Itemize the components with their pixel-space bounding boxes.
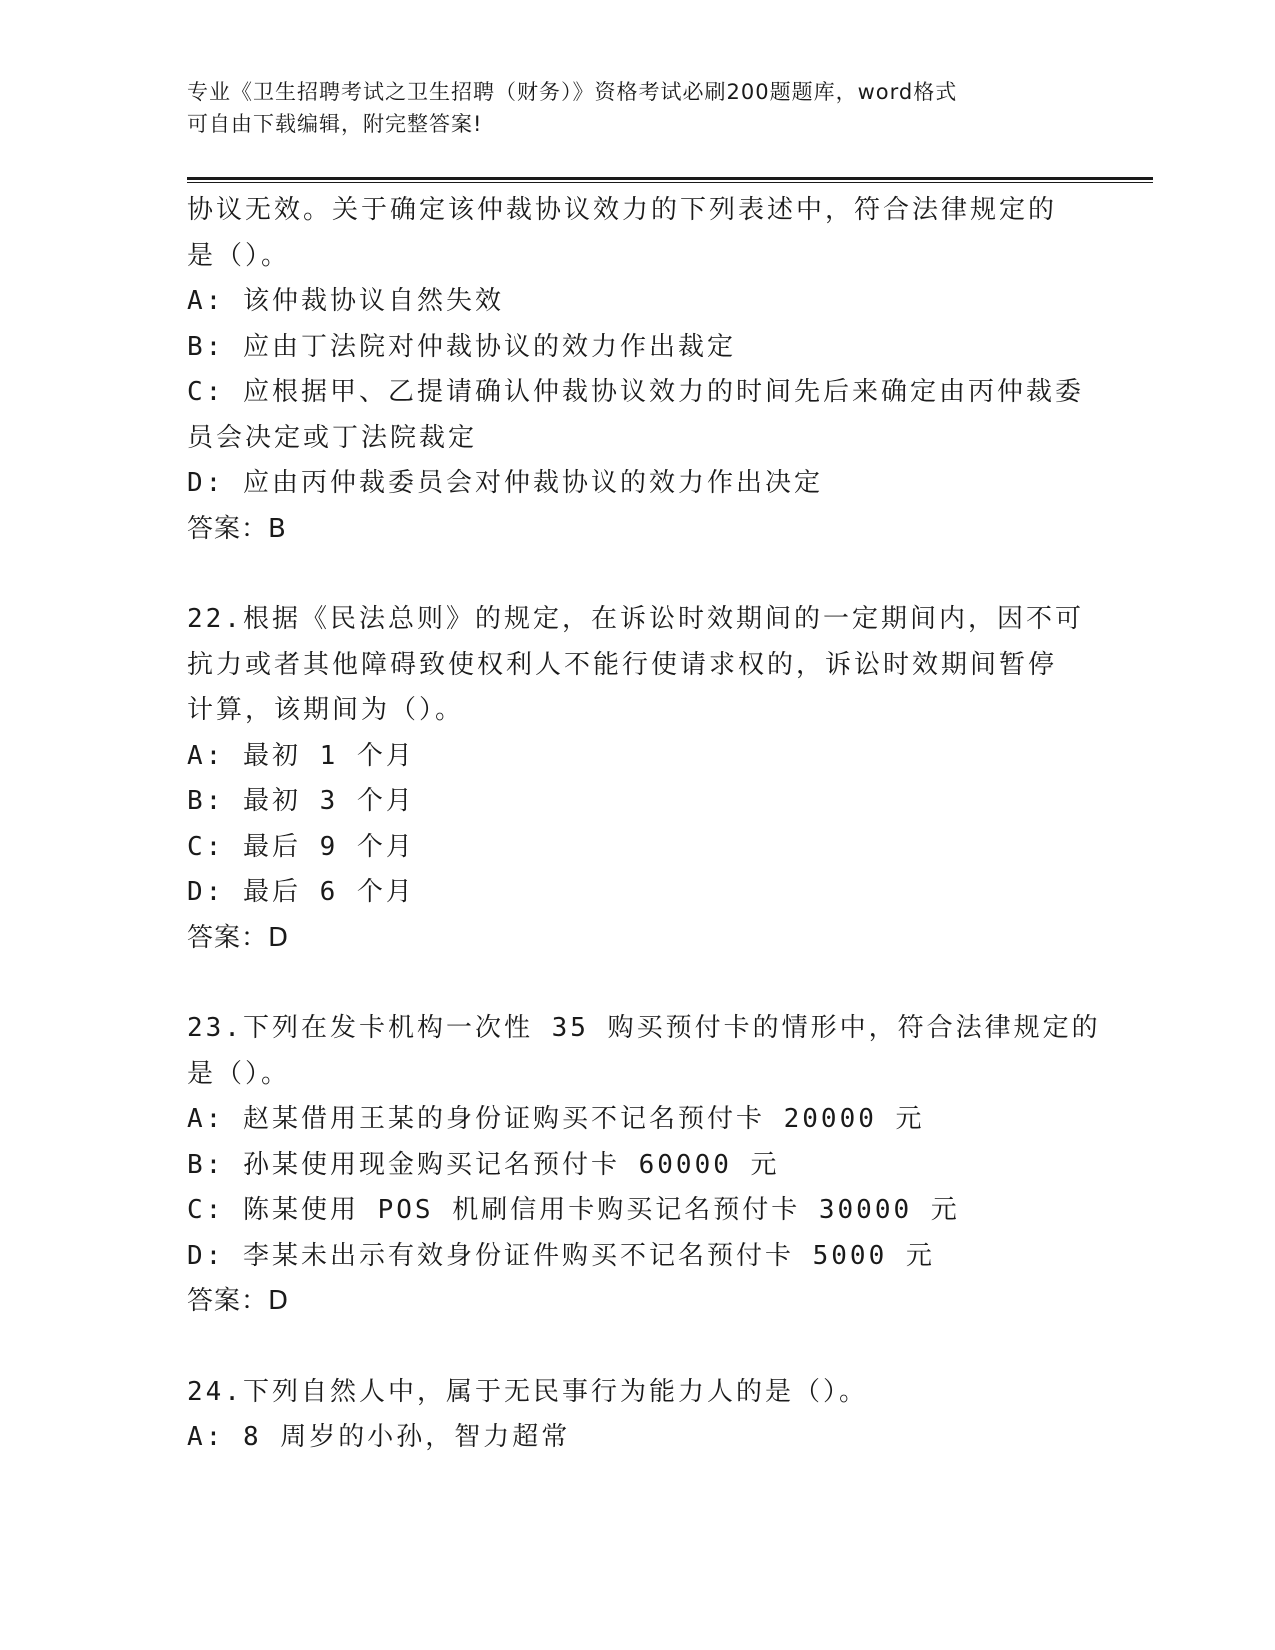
- option-a: A: 最初 1 个月: [187, 740, 415, 771]
- question-content: [187, 188, 1101, 1461]
- question-stem-line: 23.下列在发卡机构一次性 35 购买预付卡的情形中，符合法律规定的: [187, 1013, 1101, 1043]
- option-d: D: 李某未出示有效身份证件购买不记名预付卡 5000 元: [187, 1240, 935, 1271]
- question-spacer: [187, 552, 1087, 597]
- option-b: B: 应由丁法院对仲裁协议的效力作出裁定: [187, 331, 736, 362]
- option-c-line: 员会决定或丁法院裁定: [187, 422, 478, 453]
- answer-label: 答案：D: [187, 922, 290, 953]
- question-23: [187, 1006, 1101, 1325]
- option-c: C: 陈某使用 POS 机刷信用卡购买记名预付卡 30000 元: [187, 1195, 960, 1225]
- option-c: C: 最后 9 个月: [187, 831, 415, 862]
- question-21: [187, 188, 1087, 552]
- question-spacer: [187, 961, 1087, 1006]
- option-a: A: 该仲裁协议自然失效: [187, 286, 504, 316]
- header-divider-thin: [187, 182, 1153, 183]
- option-b: B: 最初 3 个月: [187, 786, 415, 816]
- option-d: D: 应由丙仲裁委员会对仲裁协议的效力作出决定: [187, 468, 823, 498]
- answer-label: 答案：B: [187, 513, 287, 544]
- option-c-line: C: 应根据甲、乙提请确认仲裁协议效力的时间先后来确定由丙仲裁委: [187, 377, 1084, 407]
- header-divider-thick: [187, 177, 1153, 180]
- question-spacer: [187, 1325, 1087, 1370]
- option-d: D: 最后 6 个月: [187, 877, 415, 907]
- question-stem-line: 协议无效。关于确定该仲裁协议效力的下列表述中，符合法律规定的: [187, 195, 1058, 225]
- header-line-2: 可自由下载编辑，附完整答案!: [187, 112, 483, 136]
- question-stem-line: 24.下列自然人中，属于无民事行为能力人的是（）。: [187, 1376, 868, 1407]
- option-a: A: 赵某借用王某的身份证购买不记名预付卡 20000 元: [187, 1104, 925, 1134]
- question-stem-line: 是（）。: [187, 240, 291, 271]
- question-stem-line: 抗力或者其他障碍致使权利人不能行使请求权的，诉讼时效期间暂停: [187, 649, 1058, 680]
- header-line-1: 专业《卫生招聘考试之卫生招聘（财务）》资格考试必刷200题题库，word格式: [187, 80, 958, 104]
- question-stem-line: 是（）。: [187, 1058, 291, 1089]
- document-header: [187, 76, 1067, 140]
- question-stem-line: 计算，该期间为（）。: [187, 695, 465, 725]
- option-b: B: 孙某使用现金购买记名预付卡 60000 元: [187, 1149, 780, 1180]
- question-24: [187, 1370, 1087, 1461]
- question-22: [187, 597, 1087, 961]
- option-a: A: 8 周岁的小孙，智力超常: [187, 1422, 571, 1452]
- answer-label: 答案：D: [187, 1286, 290, 1316]
- question-stem-line: 22.根据《民法总则》的规定，在诉讼时效期间的一定期间内，因不可: [187, 604, 1084, 634]
